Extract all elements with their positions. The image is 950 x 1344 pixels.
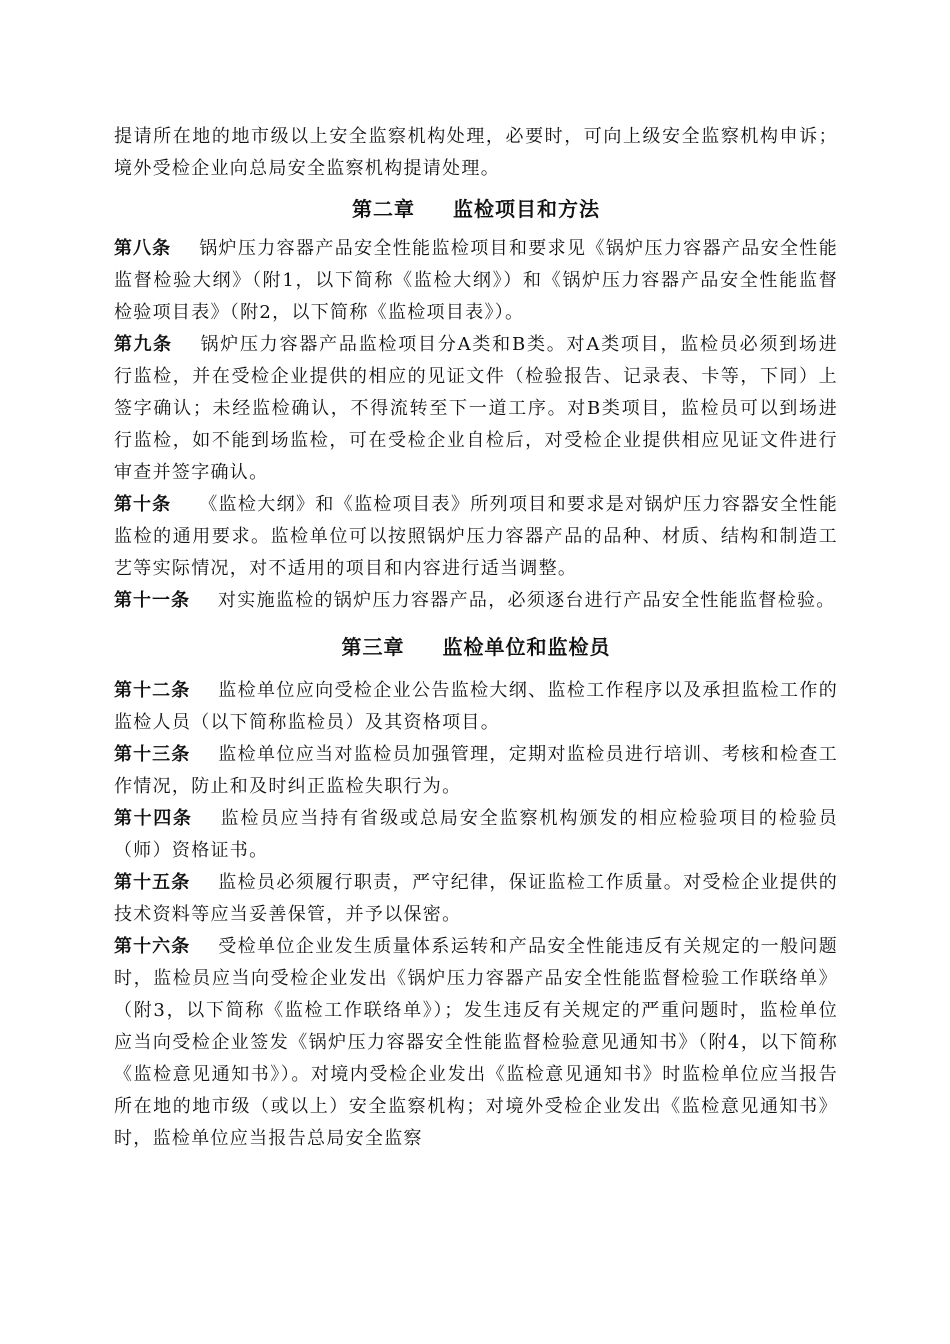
article-15 bbox=[114, 867, 838, 931]
article-13-label: 第十三条 bbox=[114, 744, 191, 765]
article-11-text: 对实施监检的锅炉压力容器产品，必须逐台进行产品安全性能监督检验。 bbox=[218, 590, 836, 611]
chapter-2-title: 监检项目和方法 bbox=[453, 197, 600, 221]
article-13-text: 监检单位应当对监检员加强管理，定期对监检员进行培训、考核和检查工作情况，防止和及时纠正监检失职行为。 bbox=[114, 744, 838, 797]
article-14 bbox=[114, 803, 838, 867]
document-page bbox=[114, 121, 838, 1155]
intro-text: 提请所在地的地市级以上安全监察机构处理，必要时，可向上级安全监察机构申诉；境外受检企业向总局安全监察机构提请处理。 bbox=[114, 126, 838, 179]
article-12 bbox=[114, 675, 838, 739]
article-10 bbox=[114, 489, 838, 585]
article-8-text: 锅炉压力容器产品安全性能监检项目和要求见《锅炉压力容器产品安全性能监督检验大纲》（附1，以下简称《监检大纲》）和《锅炉压力容器产品安全性能监督检验项目表》（附2，以下简称《监检项目表》）。 bbox=[114, 238, 838, 323]
chapter-2-heading bbox=[114, 193, 838, 225]
article-10-text: 《监检大纲》和《监检项目表》所列项目和要求是对锅炉压力容器安全性能监检的通用要求。监检单位可以按照锅炉压力容器产品的品种、材质、结构和制造工艺等实际情况，对不适用的项目和内容进行适当调整。 bbox=[114, 494, 838, 579]
chapter-3-number: 第三章 bbox=[341, 635, 405, 659]
article-16-label: 第十六条 bbox=[114, 936, 191, 957]
article-9-label: 第九条 bbox=[114, 334, 173, 355]
article-16-text: 受检单位企业发生质量体系运转和产品安全性能违反有关规定的一般问题时，监检员应当向受检企业发出《锅炉压力容器产品安全性能监督检验工作联络单》（附3，以下简称《监检工作联络单》）；发生违反有关规定的严重问题时，监检单位应当向受检企业签发《锅炉压力容器安全性能监督检验意见通知书》（附4，以下简称《监检意见通知书》）。对境内受检企业发出《监检意见通知书》时监检单位应当报告所在地的地市级（或以上）安全监察机构；对境外受检企业发出《监检意见通知书》时，监检单位应当报告总局安全监察 bbox=[114, 936, 838, 1149]
article-11-label: 第十一条 bbox=[114, 590, 190, 611]
article-16 bbox=[114, 931, 838, 1155]
article-15-label: 第十五条 bbox=[114, 872, 191, 893]
article-8-label: 第八条 bbox=[114, 238, 172, 259]
chapter-2-number: 第二章 bbox=[352, 197, 415, 221]
article-8 bbox=[114, 233, 838, 329]
chapter-3-heading bbox=[114, 631, 838, 663]
article-14-text: 监检员应当持有省级或总局安全监察机构颁发的相应检验项目的检验员（师）资格证书。 bbox=[114, 808, 839, 861]
chapter-3-title: 监检单位和监检员 bbox=[442, 635, 611, 659]
article-15-text: 监检员必须履行职责，严守纪律，保证监检工作质量。对受检企业提供的技术资料等应当妥善保管，并予以保密。 bbox=[114, 872, 838, 925]
article-9 bbox=[114, 329, 838, 489]
article-9-text: 锅炉压力容器产品监检项目分A类和B类。对A类项目，监检员必须到场进行监检，并在受检企业提供的相应的见证文件（检验报告、记录表、卡等，下同）上签字确认；未经监检确认，不得流转至下一道工序。对B类项目，监检员可以到场进行监检，如不能到场监检，可在受检企业自检后，对受检企业提供相应见证文件进行审查并签字确认。 bbox=[114, 334, 839, 483]
article-12-text: 监检单位应向受检企业公告监检大纲、监检工作程序以及承担监检工作的监检人员（以下简称监检员）及其资格项目。 bbox=[114, 680, 838, 733]
intro-paragraph bbox=[114, 121, 838, 185]
article-12-label: 第十二条 bbox=[114, 680, 191, 701]
article-14-label: 第十四条 bbox=[114, 808, 193, 829]
article-10-label: 第十条 bbox=[114, 494, 172, 515]
article-13 bbox=[114, 739, 838, 803]
article-11 bbox=[114, 585, 838, 617]
